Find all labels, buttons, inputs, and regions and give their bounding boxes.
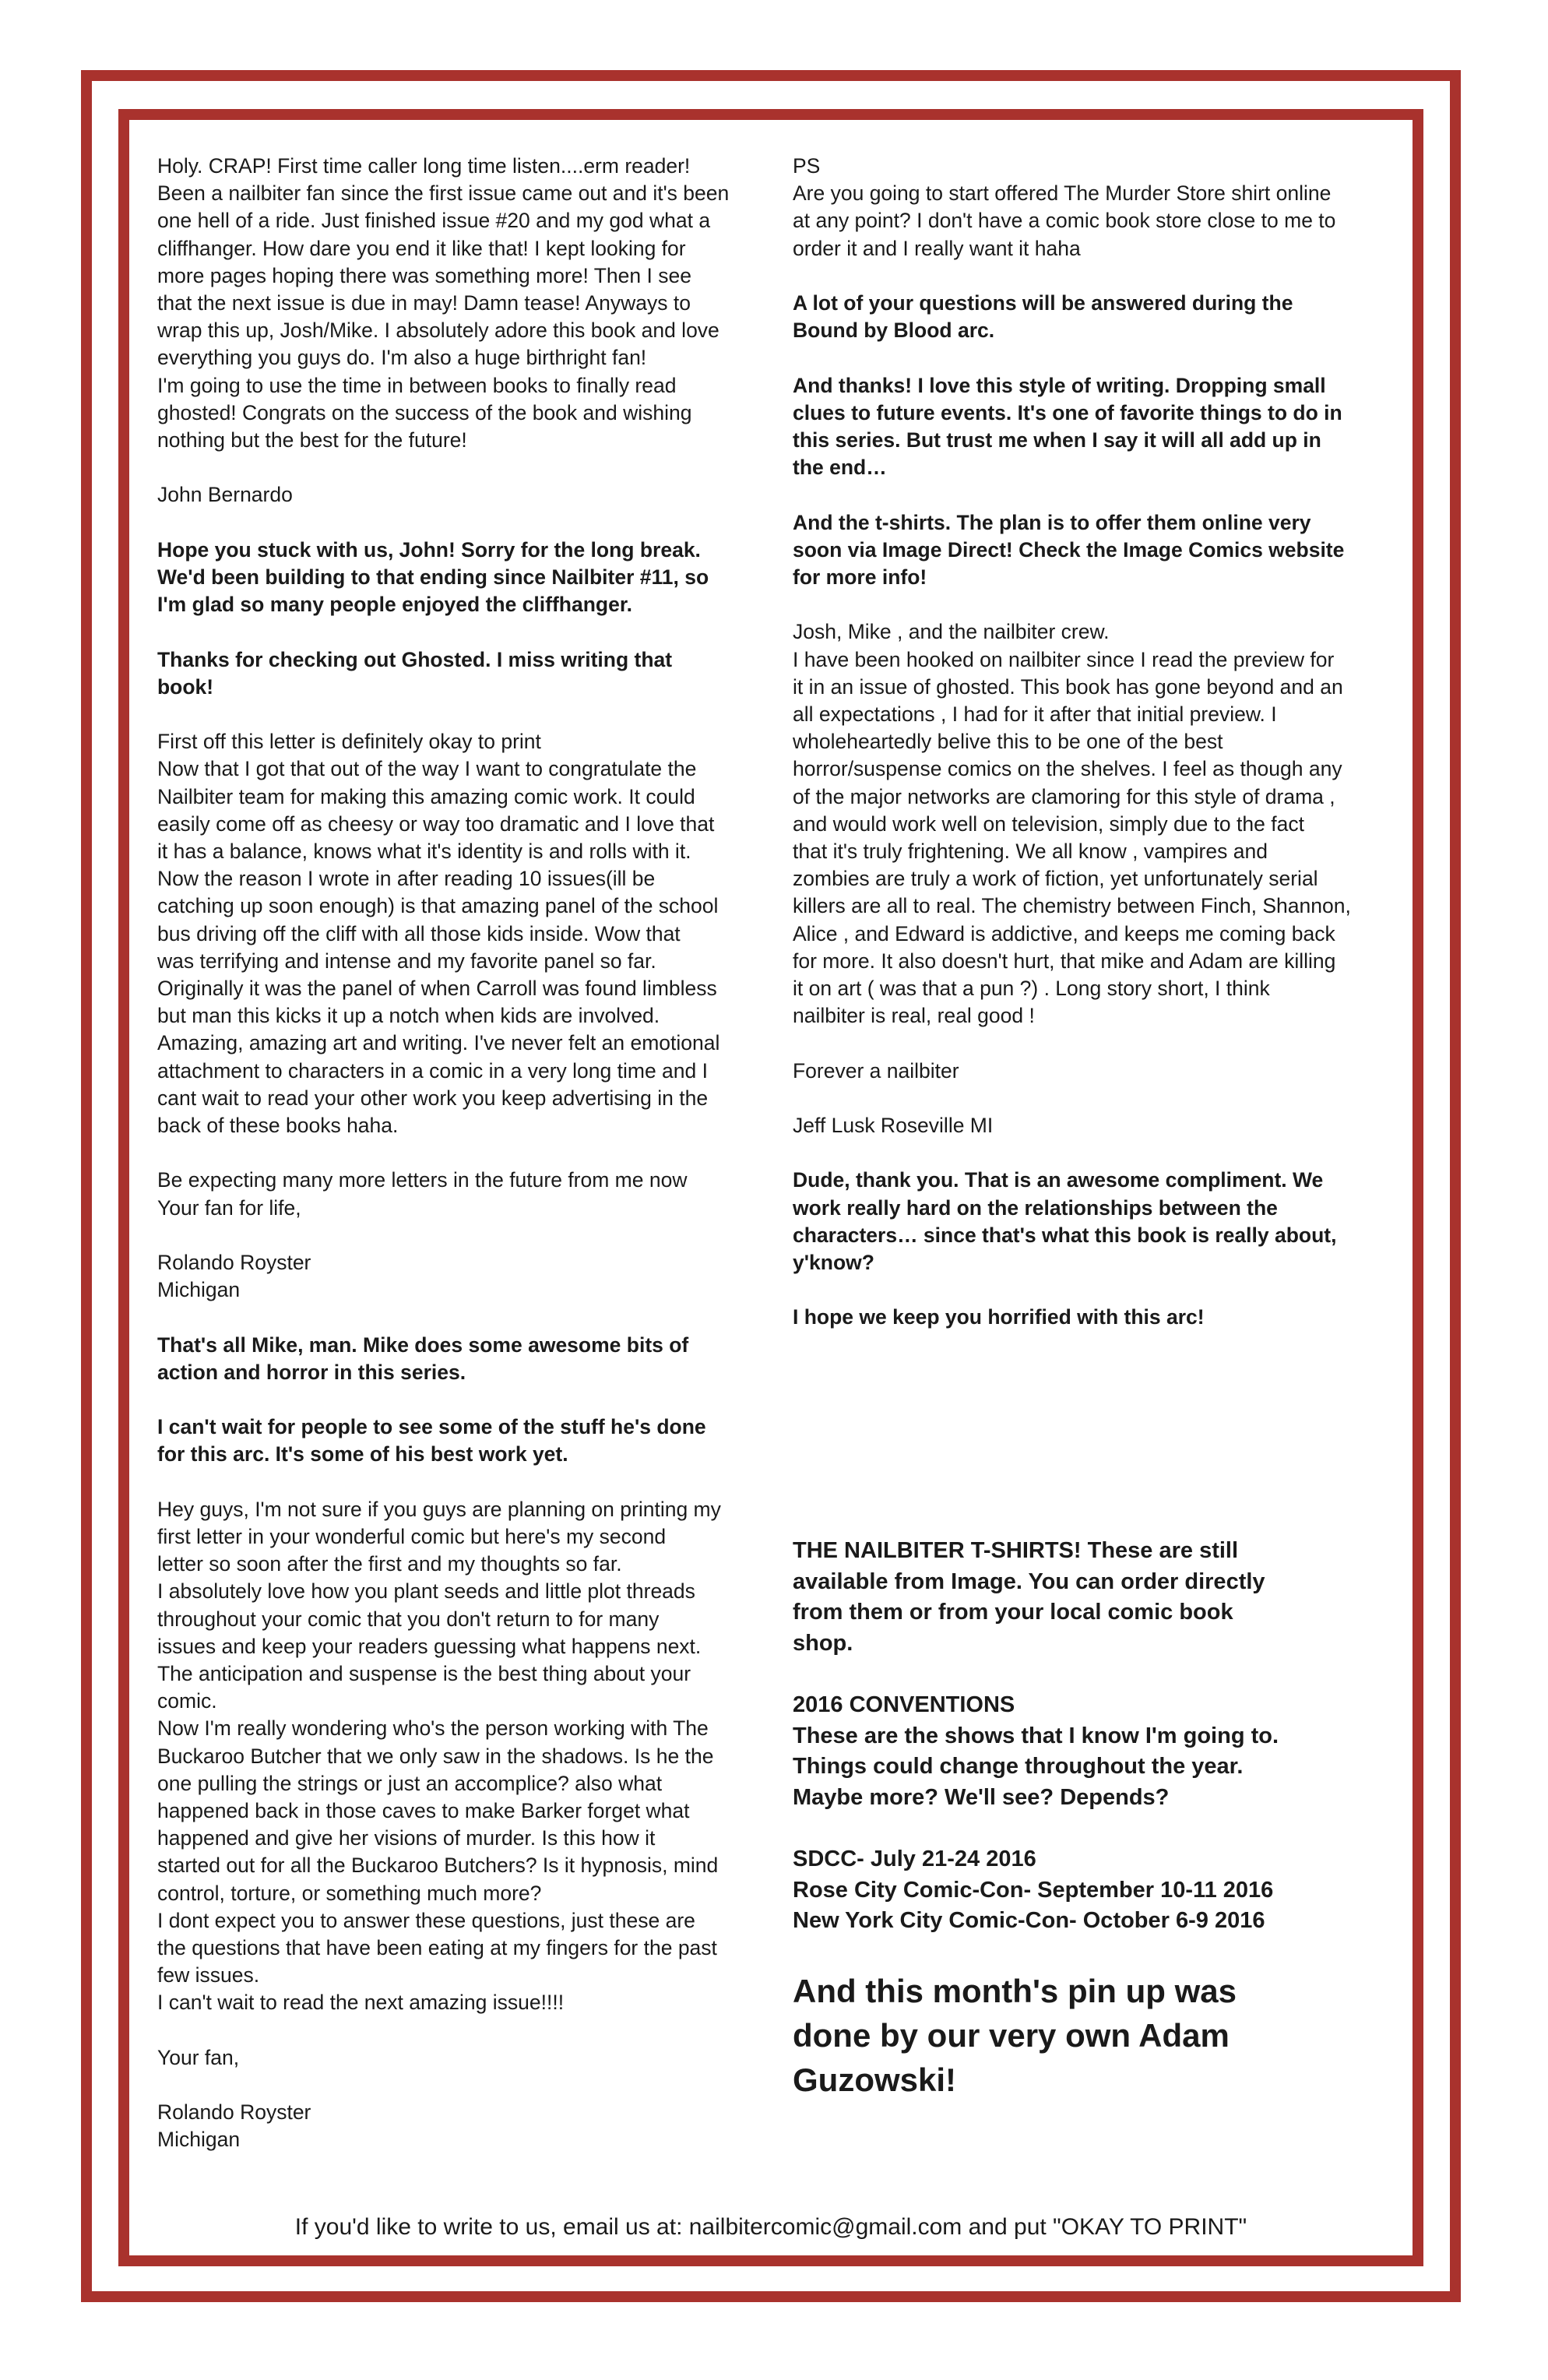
text-line: back of these books haha. bbox=[157, 1114, 399, 1138]
text-line: one pulling the strings or just an accomplice? also what bbox=[157, 1771, 663, 1795]
text-line: characters… since that's what this book is really about, bbox=[793, 1223, 1337, 1247]
text-line: I have been hooked on nailbiter since I read the preview for bbox=[793, 647, 1335, 671]
letters-left-column bbox=[157, 153, 757, 2181]
tshirt-notice-line: available from Image. You can order directly bbox=[793, 1568, 1265, 1594]
text-line: letter so soon after the first and my thoughts so far. bbox=[157, 1552, 622, 1576]
text-line: ghosted! Congrats on the success of the book and wishing bbox=[157, 400, 692, 424]
editor-reply bbox=[157, 537, 757, 619]
pinup-notice-line: Guzowski! bbox=[793, 2061, 957, 2098]
text-line: that the next issue is due in may! Damn tease! Anyways to bbox=[157, 291, 691, 315]
text-line: wrap this up, Josh/Mike. I absolutely adore this book and love bbox=[157, 319, 719, 343]
text-line: catching up soon enough) is that amazing panel of the school bbox=[157, 894, 719, 918]
text-line: for more info! bbox=[793, 565, 927, 589]
editor-reply bbox=[157, 1332, 757, 1386]
conventions-block bbox=[793, 1690, 1384, 1813]
text-line: Are you going to start offered The Murder Store shirt online bbox=[793, 181, 1332, 206]
text-line: John Bernardo bbox=[157, 483, 293, 507]
text-line: this series. But trust me when I say it will all add up in bbox=[793, 428, 1321, 452]
tshirt-notice-line: THE NAILBITER T-SHIRTS! These are still bbox=[793, 1538, 1239, 1563]
text-line: And thanks! I love this style of writing. Dropping small bbox=[793, 373, 1326, 397]
text-line: few issues. bbox=[157, 1963, 260, 1987]
conventions-line: These are the shows that I know I'm going to. bbox=[793, 1723, 1279, 1748]
text-line: Rolando Royster bbox=[157, 2100, 311, 2125]
text-line: it in an issue of ghosted. This book has gone beyond and an bbox=[793, 674, 1343, 699]
text-line: Been a nailbiter fan since the first issue came out and it's been bbox=[157, 181, 730, 206]
text-line: Jeff Lusk Roseville MI bbox=[793, 1114, 994, 1138]
conventions-line: Things could change throughout the year. bbox=[793, 1754, 1244, 1779]
editor-reply bbox=[157, 1414, 757, 1468]
text-line: everything you guys do. I'm also a huge birthright fan! bbox=[157, 346, 647, 370]
text-line: it has a balance, knows what it's identity is and rolls with it. bbox=[157, 840, 691, 864]
text-line: I can't wait for people to see some of the stuff he's done bbox=[157, 1415, 706, 1439]
letter-paragraph bbox=[157, 1496, 757, 2017]
text-line: that it's truly frightening. We all know , vampires and bbox=[793, 840, 1268, 864]
text-line: Now the reason I wrote in after reading 10 issues(ill be bbox=[157, 867, 656, 891]
convention-dates bbox=[793, 1844, 1384, 1937]
text-line: it on art ( was that a pun ?) . Long story short, I think bbox=[793, 977, 1270, 1001]
text-line: for more. It also doesn't hurt, that mike and Adam are killing bbox=[793, 949, 1336, 973]
text-line: Your fan, bbox=[157, 2045, 240, 2069]
text-line: action and horror in this series. bbox=[157, 1360, 466, 1384]
text-line: started out for all the Buckaroo Butchers? Is it hypnosis, mind bbox=[157, 1854, 719, 1878]
footer-contact-line: If you'd like to write to us, email us at: nailbitercomic@gmail.com and put "OKAY TO PRINT" bbox=[294, 2214, 1247, 2240]
text-line: order it and I really want it haha bbox=[793, 236, 1081, 260]
text-line: y'know? bbox=[793, 1251, 874, 1275]
text-line: Originally it was the panel of when Carroll was found limbless bbox=[157, 977, 717, 1001]
text-line: And the t-shirts. The plan is to offer them online very bbox=[793, 510, 1311, 534]
letter-paragraph bbox=[157, 2044, 757, 2072]
text-line: at any point? I don't have a comic book store close to me to bbox=[793, 209, 1336, 233]
text-line: Thanks for checking out Ghosted. I miss writing that bbox=[157, 647, 673, 671]
text-line: Nailbiter team for making this amazing comic work. It could bbox=[157, 784, 695, 808]
text-line: Hope you stuck with us, John! Sorry for the long break. bbox=[157, 537, 701, 562]
tshirt-notice-line: shop. bbox=[793, 1630, 853, 1656]
text-line: Now that I got that out of the way I want to congratulate the bbox=[157, 757, 697, 781]
text-line: the questions that have been eating at my fingers for the past bbox=[157, 1936, 717, 1960]
text-line: Now I'm really wondering who's the person working with The bbox=[157, 1716, 709, 1741]
text-line: but man this kicks it up a notch when kids are involved. bbox=[157, 1004, 660, 1028]
text-line: clues to future events. It's one of favorite things to do in bbox=[793, 400, 1342, 424]
text-line: Hey guys, I'm not sure if you guys are planning on printing my bbox=[157, 1497, 721, 1521]
text-line: comic. bbox=[157, 1689, 217, 1713]
text-line: cant wait to read your other work you keep advertising in the bbox=[157, 1086, 709, 1110]
text-line: cliffhanger. How dare you end it like that! I kept looking for bbox=[157, 236, 686, 260]
letter-paragraph bbox=[157, 2099, 757, 2153]
letter-paragraph bbox=[157, 1249, 757, 1304]
text-line: for this arc. It's some of his best work yet. bbox=[157, 1442, 568, 1466]
letter-paragraph bbox=[793, 1112, 1400, 1139]
text-line: was terrifying and intense and my favorite panel so far. bbox=[157, 949, 656, 973]
text-line: Amazing, amazing art and writing. I've never felt an emotional bbox=[157, 1031, 720, 1055]
text-line: We'd been building to that ending since Nailbiter #11, so bbox=[157, 565, 709, 590]
pinup-notice-line: done by our very own Adam bbox=[793, 2017, 1230, 2054]
pinup-notice-line: And this month's pin up was bbox=[793, 1973, 1237, 2009]
text-line: bus driving off the cliff with all those kids inside. Wow that bbox=[157, 921, 681, 945]
text-line: and would work well on television, simply due to the fact bbox=[793, 812, 1304, 836]
letter-paragraph bbox=[157, 153, 757, 454]
text-line: attachment to characters in a comic in a very long time and I bbox=[157, 1058, 708, 1083]
editor-reply bbox=[793, 509, 1400, 592]
text-line: easily come off as cheesy or way too dramatic and I love that bbox=[157, 812, 715, 836]
text-line: work really hard on the relationships between the bbox=[793, 1195, 1278, 1220]
text-line: happened and give her visions of murder. Is this how it bbox=[157, 1826, 656, 1850]
text-line: Be expecting many more letters in the future from me now bbox=[157, 1168, 688, 1192]
text-line: control, torture, or something much more? bbox=[157, 1881, 542, 1905]
text-line: Michigan bbox=[157, 1278, 241, 1302]
letter-paragraph bbox=[157, 481, 757, 509]
conventions-heading: 2016 CONVENTIONS bbox=[793, 1692, 1015, 1717]
text-line: throughout your comic that you don't return to for many bbox=[157, 1607, 660, 1631]
text-line: book! bbox=[157, 674, 214, 699]
text-line: issues and keep your readers guessing what happens next. bbox=[157, 1634, 702, 1658]
text-line: I can't wait to read the next amazing issue!!!! bbox=[157, 1991, 565, 2015]
text-line: Rolando Royster bbox=[157, 1251, 311, 1275]
pinup-notice bbox=[793, 1969, 1384, 2102]
text-line: wholeheartedly belive this to be one of the best bbox=[793, 730, 1223, 754]
text-line: horror/suspense comics on the shelves. I feel as though any bbox=[793, 757, 1342, 781]
text-line: one hell of a ride. Just finished issue #20 and my god what a bbox=[157, 209, 711, 233]
text-line: more pages hoping there was something more! Then I see bbox=[157, 263, 691, 287]
text-line: of the major networks are clamoring for this style of drama , bbox=[793, 784, 1335, 808]
letters-right-column bbox=[793, 153, 1400, 1359]
text-line: first letter in your wonderful comic but here's my second bbox=[157, 1525, 667, 1549]
convention-date-line: SDCC- July 21-24 2016 bbox=[793, 1847, 1036, 1871]
text-line: the end… bbox=[793, 456, 887, 480]
letter-paragraph bbox=[793, 153, 1400, 262]
letter-paragraph bbox=[793, 1058, 1400, 1085]
text-line: Holy. CRAP! First time caller long time listen....erm reader! bbox=[157, 154, 691, 178]
text-line: Bound by Blood arc. bbox=[793, 319, 995, 343]
tshirt-notice-line: from them or from your local comic book bbox=[793, 1600, 1233, 1625]
convention-date-line: Rose City Comic-Con- September 10-11 2016 bbox=[793, 1877, 1274, 1903]
text-line: Buckaroo Butcher that we only saw in the shadows. Is he the bbox=[157, 1744, 714, 1768]
editor-reply bbox=[793, 1304, 1400, 1331]
text-line: nothing but the best for the future! bbox=[157, 428, 467, 452]
text-line: I dont expect you to answer these questions, just these are bbox=[157, 1908, 695, 1932]
text-line: zombies are truly a work of fiction, yet unfortunately serial bbox=[793, 867, 1318, 891]
text-line: Dude, thank you. That is an awesome compliment. We bbox=[793, 1168, 1324, 1192]
text-line: Your fan for life, bbox=[157, 1195, 301, 1220]
editor-reply bbox=[793, 290, 1400, 344]
text-line: Michigan bbox=[157, 2128, 241, 2152]
text-line: all expectations , I had for it after that initial preview. I bbox=[793, 702, 1277, 726]
letter-paragraph bbox=[157, 728, 757, 1139]
letter-paragraph bbox=[793, 618, 1400, 1030]
conventions-line: Maybe more? We'll see? Depends? bbox=[793, 1784, 1170, 1810]
text-line: killers are all to real. The chemistry between Finch, Shannon, bbox=[793, 894, 1351, 918]
text-line: nailbiter is real, real good ! bbox=[793, 1004, 1035, 1028]
text-line: I absolutely love how you plant seeds and little plot threads bbox=[157, 1579, 695, 1604]
convention-date-line: New York City Comic-Con- October 6-9 2016 bbox=[793, 1908, 1265, 1933]
text-line: Forever a nailbiter bbox=[793, 1058, 959, 1083]
text-line: That's all Mike, man. Mike does some awesome bits of bbox=[157, 1333, 689, 1357]
editor-reply bbox=[793, 1167, 1400, 1276]
text-line: A lot of your questions will be answered during the bbox=[793, 291, 1293, 315]
editor-reply bbox=[157, 646, 757, 701]
text-line: I hope we keep you horrified with this arc! bbox=[793, 1305, 1205, 1329]
tshirt-notice bbox=[793, 1536, 1384, 1659]
text-line: I'm glad so many people enjoyed the cliffhanger. bbox=[157, 593, 633, 617]
text-line: soon via Image Direct! Check the Image Comics website bbox=[793, 537, 1345, 562]
text-line: PS bbox=[793, 154, 821, 178]
editor-reply bbox=[793, 372, 1400, 482]
text-line: The anticipation and suspense is the best thing about your bbox=[157, 1662, 691, 1686]
text-line: First off this letter is definitely okay to print bbox=[157, 730, 541, 754]
text-line: happened back in those caves to make Barker forget what bbox=[157, 1799, 690, 1823]
text-line: I'm going to use the time in between books to finally read bbox=[157, 373, 677, 397]
letter-paragraph bbox=[157, 1167, 757, 1221]
text-line: Alice , and Edward is addictive, and keeps me coming back bbox=[793, 921, 1335, 945]
text-line: Josh, Mike , and the nailbiter crew. bbox=[793, 620, 1110, 644]
